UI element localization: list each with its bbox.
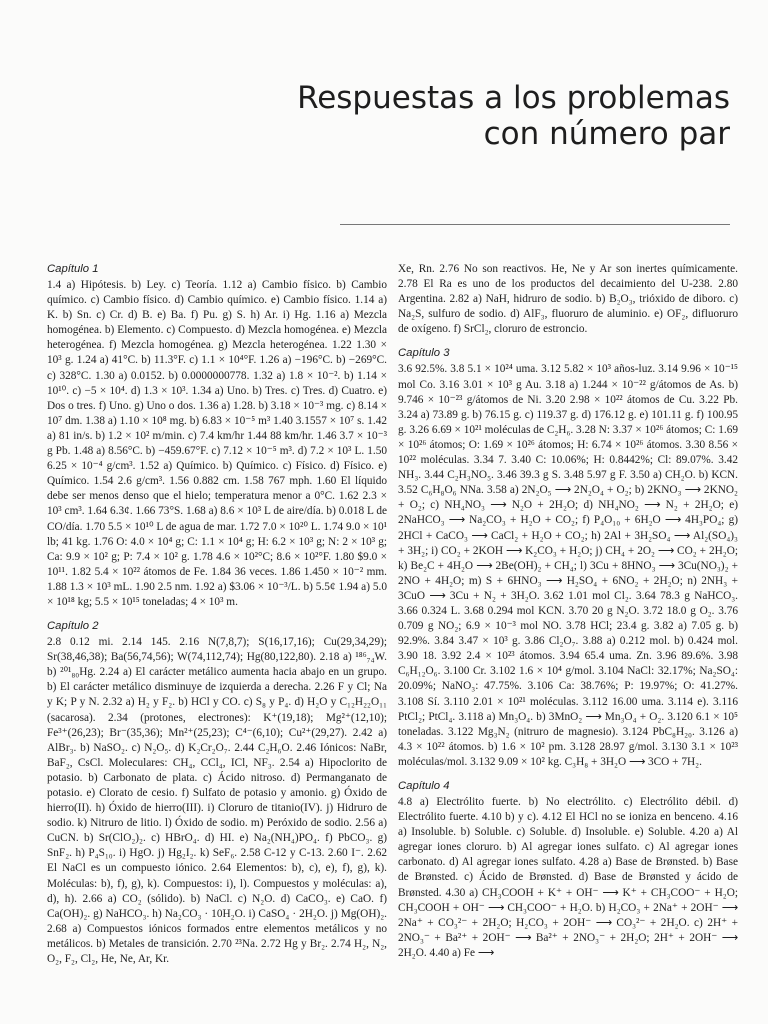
section-body: 4.8 a) Electrólito fuerte. b) No electrólito. c) Electrólito débil. d) Electrólito fuerte. 4.10 b) y c). 4.12 El HCl no se ioniza en benceno. 4.16 a) Insoluble. b) Soluble. c) Soluble. d) Insoluble. e) Soluble. 4.20 a) Al agregar iones cloruro. b) Al agregar iones sulfato. c) Al agregar iones carbonato. d) Al agregar iones sulfato. 4.28 a) Base de Brønsted. b) Base de Brønsted. c) Ácido de Brønsted. d) Base de Brønsted y ácido de Brønsted. 4.30 a) CH₃COOH + K⁺ + OH⁻ ⟶ K⁺ + CH₃COO⁻ + H₂O; CH₃COOH + OH⁻ ⟶ CH₃COO⁻ + H₂O. b) H₂CO₃ + 2Na⁺ + 2OH⁻ ⟶ 2Na⁺ + CO₃²⁻ + 2H₂O; H₂CO₃ + 2OH⁻ ⟶ CO₃²⁻ + 2H₂O. c) 2H⁺ + 2NO₃⁻ + Ba²⁺ + 2OH⁻ ⟶ Ba²⁺ + 2NO₃⁻ + 2H₂O; 2H⁺ + 2OH⁻ ⟶ 2H₂O. 4.40 a) Fe ⟶ [398, 796, 738, 959]
page-title-line-1: Respuestas a los problemas [297, 80, 730, 116]
section-title: Capítulo 2 [47, 620, 99, 633]
section-chapter-2 [47, 619, 387, 967]
section-chapter-4 [398, 779, 738, 961]
section-chapter-3 [398, 346, 738, 770]
section-body: 1.4 a) Hipótesis. b) Ley. c) Teoría. 1.12 a) Cambio físico. b) Cambio químico. c) Cambio físico. d) Cambio químico. e) Cambio físico. 1.14 a) K. b) Sn. c) Cr. d) B. e) Ba. f) Pu. g) S. h) Ar. i) Hg. 1.16 a) Mezcla homogénea. b) Elemento. c) Compuesto. d) Mezcla homogénea. e) Mezcla heterogénea. f) Mezcla homogénea. g) Mezcla heterogénea. 1.22 1.30 × 10³ g. 1.24 a) 41°C. b) 11.3°F. c) 1.1 × 10⁴°F. 1.26 a) −196°C. b) −269°C. c) 328°C. 1.30 a) 0.0152. b) 0.0000000778. 1.32 a) 1.8 × 10⁻². b) 1.14 × 10¹⁰. c) −5 × 10⁴. d) 1.3 × 10³. 1.34 a) Uno. b) Tres. c) Tres. d) Cuatro. e) Dos o tres. f) Uno. g) Uno o dos. 1.36 a) 1.28. b) 3.18 × 10⁻³ mg. c) 8.14 × 10⁷ dm. 1.38 a) 1.10 × 10⁸ mg. b) 6.83 × 10⁻⁵ m³ 1.40 3.1557 × 10⁷ s. 1.42 a) 81 in/s. b) 1.2 × 10² m/min. c) 7.4 km/hr 1.44 88 km/hr. 1.46 3.7 × 10⁻³ g Pb. 1.48 a) 8.56°C. b) −459.67°F. c) 7.12 × 10⁻⁵ m³. d) 7.2 × 10³ L. 1.50 6.25 × 10⁻⁴ g/cm³. 1.52 a) Químico. b) Químico. c) Físico. d) Físico. e) Químico. 1.54 2.6 g/cm³. 1.56 0.882 cm. 1.58 767 mph. 1.60 El líquido debe ser menos denso que el hielo; temperatura menor a 0°C. 1.62 2.3 × 10³ cm³. 1.64 6.3¢. 1.66 73°S. 1.68 a) 8.6 × 10³ L de aire/día. b) 0.018 L de CO/día. 1.70 5.5 × 10¹⁰ L de agua de mar. 1.72 7.0 × 10²⁰ L. 1.74 9.0 × 10¹ lb; 41 kg. 1.76 O: 4.0 × 10⁴ g; C: 1.1 × 10⁴ g; H: 6.2 × 10³ g; N: 2 × 10³ g; Ca: 9.9 × 10² g; P: 7.4 × 10² g. 1.78 4.6 × 10²°C; 8.6 × 10²°F. 1.80 $9.0 × 10¹¹. 1.82 5.4 × 10²² átomos de Fe. 1.84 36 veces. 1.86 1.450 × 10⁻² mm. 1.88 1.3 × 10³ mL. 1.90 2.5 nm. 1.92 a) $3.06 × 10⁻³/L. b) 5.5¢ 1.94 a) 5.0 × 10¹⁸ kg; 5.5 × 10¹⁵ toneladas; 4 × 10³ m. [47, 279, 387, 608]
page-title-line-2: con número par [483, 116, 730, 152]
section-title: Capítulo 3 [398, 347, 450, 360]
section-chapter-1 [47, 262, 387, 610]
left-column [47, 262, 387, 1022]
section-body: 3.6 92.5%. 3.8 5.1 × 10²⁴ uma. 3.12 5.82 × 10³ años-luz. 3.14 9.96 × 10⁻¹⁵ mol Co. 3.16 3.01 × 10³ g Au. 3.18 a) 1.244 × 10⁻²² g/átomos de As. b) 9.746 × 10⁻²³ g/átomos de Ni. 3.20 2.98 × 10²² átomos de Cu. 3.22 Pb. 3.24 a) 73.89 g. b) 76.15 g. c) 119.37 g. d) 176.12 g. e) 101.11 g. f) 100.95 g. 3.26 6.69 × 10²¹ moléculas de C₂H₆. 3.28 N: 3.37 × 10²⁶ átomos; C: 1.69 × 10²⁶ átomos; O: 1.69 × 10²⁶ átomos; H: 6.74 × 10²⁶ átomos. 3.30 8.56 × 10²² moléculas. 3.34 7. 3.40 C: 10.06%; H: 0.8442%; Cl: 89.07%. 3.42 NH₃. 3.44 C₂H₃NO₅. 3.46 39.3 g S. 3.48 5.97 g F. 3.50 a) CH₂O. b) KCN. 3.52 C₆H₈O₆ NNa. 3.58 a) 2N₂O₅ ⟶ 2N₂O₄ + O₂; b) 2KNO₃ ⟶ 2KNO₂ + O₂; c) NH₄NO₃ ⟶ N₂O + 2H₂O; d) NH₄NO₂ ⟶ N₂ + 2H₂O; e) 2NaHCO₃ ⟶ Na₂CO₃ + H₂O + CO₂; f) P₄O₁₀ + 6H₂O ⟶ 4H₃PO₄; g) 2HCl + CaCO₃ ⟶ CaCl₂ + H₂O + CO₂; h) 2Al + 3H₂SO₄ ⟶ Al₂(SO₄)₃ + 3H₂; i) CO₂ + 2KOH ⟶ K₂CO₃ + H₂O; j) CH₄ + 2O₂ ⟶ CO₂ + 2H₂O; k) Be₂C + 4H₂O ⟶ 2Be(OH)₂ + CH₄; l) 3Cu + 8HNO₃ ⟶ 3Cu(NO₃)₂ + 2NO + 4H₂O; m) S + 6HNO₃ ⟶ H₂SO₄ + 6NO₂ + 2H₂O; n) 2NH₃ + 3CuO ⟶ 3Cu + N₂ + 3H₂O. 3.62 1.01 mol Cl₂. 3.64 78.3 g NaHCO₃. 3.66 0.324 L. 3.68 0.294 mol KCN. 3.70 20 g N₂O. 3.72 18.0 g O₂. 3.76 0.709 g NO₂; 6.9 × 10⁻³ mol NO. 3.78 HCl; 23.4 g. 3.82 a) 7.05 g. b) 92.9%. 3.84 3.47 × 10³ g. 3.86 Cl₂O₇. 3.88 a) 0.212 mol. b) 0.424 mol. 3.90 18. 3.92 2.4 × 10²³ átomos. 3.94 65.4 uma. Zn. 3.96 89.6%. 3.98 C₆H₁₂O₆. 3.100 Cr. 3.102 1.6 × 10⁴ g/mol. 3.104 NaCl: 32.17%; Na₂SO₄: 20.09%; NaNO₃: 47.75%. 3.106 Ca: 38.76%; P: 19.97%; O: 41.27%. 3.108 Sí. 3.110 2.01 × 10²¹ moléculas. 3.112 16.00 uma. 3.114 e). 3.116 PtCl₂; PtCl₄. 3.118 a) Mn₃O₄. b) 3MnO₂ ⟶ Mn₃O₄ + O₂. 3.120 6.1 × 10⁵ toneladas. 3.122 Mg₃N₂ (nitruro de magnesio). 3.124 PbC₈H₂₀. 3.126 a) 4.3 × 10²² átomos. b) 1.6 × 10² pm. 3.128 28.97 g/mol. 3.130 3.1 × 10²³ moléculas/mol. 3.132 9.09 × 10² kg. C₃H₈ + 3H₂O ⟶ 3CO + 7H₂. [398, 363, 738, 768]
section-body: Xe, Rn. 2.76 No son reactivos. He, Ne y Ar son inertes químicamente. 2.78 El Ra es uno de los productos del decaimiento del U-238. 2.80 Argentina. 2.82 a) NaH, hidruro de sodio. b) B₂O₃, trióxido de diboro. c) Na₂S, sulfuro de sodio. d) AlF₃, fluoruro de aluminio. e) OF₂, difluoruro de oxígeno. f) SrCl₂, cloruro de estroncio. [398, 263, 738, 336]
section-title: Capítulo 4 [398, 780, 450, 792]
section-title: Capítulo 1 [47, 263, 99, 275]
section-body: 2.8 0.12 mi. 2.14 145. 2.16 N(7,8,7); S(16,17,16); Cu(29,34,29); Sr(38,46,38); Ba(56,74,56); W(74,112,74); Hg(80,122,80). 2.18 a) ¹⁸⁶₇₄W. b) ²⁰¹₈₀Hg. 2.24 a) El carácter metálico aumenta hacia abajo en un grupo. b) El carácter metálico disminuye de izquierda a derecha. 2.26 F y Cl; Na y K; P y N. 2.32 a) H₂ y F₂. b) HCl y CO. c) S₈ y P₄. d) H₂O y C₁₂H₂₂O₁₁ (sacarosa). 2.34 (protones, electrones): K⁺(19,18); Mg²⁺(12,10); Fe³⁺(26,23); Br⁻(35,36); Mn²⁺(25,23); C⁴⁻(6,10); Cu²⁺(29,27). 2.42 a) AlBr₃. b) NaSO₂. c) N₂O₅. d) K₂Cr₂O₇. 2.44 C₂H₆O. 2.46 Iónicos: NaBr, BaF₂, CsCl. Moleculares: CH₄, CCl₄, ICl, NF₃. 2.54 a) Hipoclorito de potasio. b) Carbonato de plata. c) Ácido nitroso. d) Permanganato de potasio. e) Clorato de cesio. f) Sulfato de potasio y amonio. g) Óxido de hierro(II). h) Óxido de hierro(III). i) Cloruro de titanio(IV). j) Hidruro de sodio. k) Nitruro de litio. l) Óxido de sodio. m) Peróxido de sodio. 2.56 a) CuCN. b) Sr(ClO₂)₂. c) HBrO₄. d) HI. e) Na₂(NH₄)PO₄. f) PbCO₃. g) SnF₂. h) P₄S₁₀. i) HgO. j) Hg₂I₂. k) SeF₆. 2.58 C-12 y C-13. 2.60 I⁻. 2.62 El NaCl es un compuesto iónico. 2.64 Elementos: b), c), e), f), g), k). Moléculas: b), f), g), k). Compuestos: i), l). Compuestos y moléculas: a), d), h). 2.66 a) CO₂ (sólido). b) NaCl. c) N₂O. d) CaCO₃. e) CaO. f) Ca(OH)₂. g) NaHCO₃. h) Na₂CO₃ · 10H₂O. i) CaSO₄ · 2H₂O. j) Mg(OH)₂. 2.68 a) Compuestos iónicos formados entre elementos metálicos y no metálicos. b) Metales de transición. 2.70 ²³Na. 2.72 Hg y Br₂. 2.74 H₂, N₂, O₂, F₂, Cl₂, He, Ne, Ar, Kr. [47, 636, 387, 966]
right-column [398, 262, 738, 1022]
page-title [250, 80, 730, 152]
title-divider [340, 224, 730, 225]
section-chapter-2-continued [398, 262, 738, 337]
